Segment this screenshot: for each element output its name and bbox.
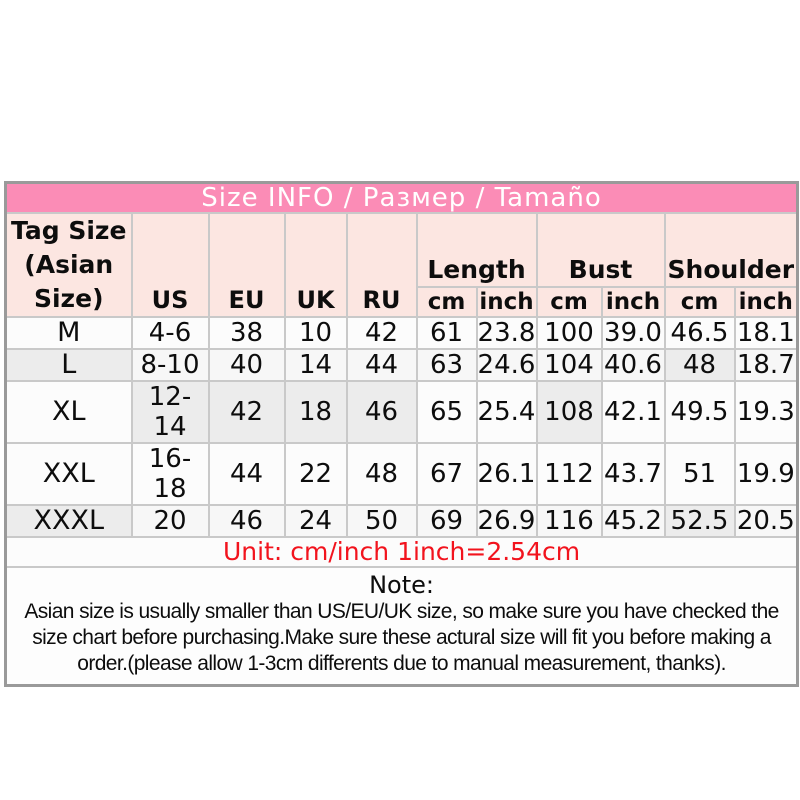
header-us: US: [132, 213, 209, 317]
note-row: [6, 567, 798, 686]
cell-bust-cm: 116: [537, 505, 602, 537]
cell-size: M: [6, 317, 132, 349]
cell-ru: 48: [347, 443, 417, 505]
note-line-3: order.(please allow 1-3cm differents due to manual measurement, thanks).: [77, 652, 726, 675]
size-row-xl: [6, 381, 798, 443]
cell-shoulder-inch: 19.3: [735, 381, 798, 443]
cell-length-inch: 26.1: [477, 443, 537, 505]
cell-ru: 50: [347, 505, 417, 537]
note-line-2: size chart before purchasing.Make sure these actural size will fit you before making a: [32, 626, 771, 649]
cell-length-inch: 23.8: [477, 318, 536, 348]
cell-us: 20: [132, 505, 209, 537]
unit-note: Unit: cm/inch 1inch=2.54cm: [6, 537, 798, 567]
note-line-1: Asian size is usually smaller than US/EU/UK size, so make sure you have checked the: [24, 600, 779, 623]
cell-length-cm: 69: [417, 505, 477, 537]
cell-bust-cm: 104: [537, 349, 602, 381]
cell-bust-inch: 45.2: [602, 505, 665, 537]
cell-shoulder-inch: 18.7: [735, 349, 798, 381]
cell-ru: 46: [347, 381, 417, 443]
size-row-xxxl: [6, 505, 798, 537]
cell-uk: 22: [285, 443, 347, 505]
header-tag-size-line2: (Asian: [24, 250, 114, 279]
cell-shoulder-inch: 18.1: [735, 317, 798, 349]
cell-uk: 14: [285, 349, 347, 381]
cell-size: XXXL: [6, 505, 132, 537]
unit-row: [6, 537, 798, 567]
header-shoulder-cm: cm: [665, 287, 735, 317]
note-heading: Note:: [369, 571, 434, 599]
header-bust: Bust: [537, 213, 665, 287]
cell-size: L: [6, 349, 132, 381]
cell-shoulder-inch: 20.5: [735, 505, 798, 537]
header-length-inch: inch: [477, 287, 537, 317]
size-row-xxl: [6, 443, 798, 505]
cell-eu: 38: [209, 317, 285, 349]
header-tag-size: [6, 213, 132, 317]
cell-size: XXL: [6, 443, 132, 505]
cell-eu: 42: [209, 381, 285, 443]
header-uk: UK: [285, 213, 347, 317]
cell-length-cm: 67: [417, 443, 477, 505]
cell-eu: 40: [209, 349, 285, 381]
cell-us: 4-6: [132, 317, 209, 349]
table-title: Size INFO / Размер / Tamaño: [6, 183, 798, 214]
cell-bust-cm: 108: [537, 381, 602, 443]
header-length-cm: cm: [417, 287, 477, 317]
cell-shoulder-cm: 49.5: [665, 381, 735, 443]
cell-length-cm: 63: [417, 349, 477, 381]
size-row-m: [6, 317, 798, 349]
cell-ru: 44: [347, 349, 417, 381]
cell-bust-inch: 43.7: [602, 443, 665, 505]
cell-size: XL: [6, 381, 132, 443]
title-bar: [6, 183, 798, 214]
cell-bust-inch: 39.0: [602, 317, 665, 349]
cell-eu: 44: [209, 443, 285, 505]
cell-us: 12-14: [132, 381, 209, 443]
cell-shoulder-cm: 46.5: [665, 317, 735, 349]
cell-length-cm: 61: [417, 317, 477, 349]
header-shoulder-inch: inch: [735, 287, 798, 317]
header-length: Length: [417, 213, 537, 287]
cell-length-inch: 26.9: [477, 506, 536, 536]
header-tag-size-line3: Size): [33, 284, 104, 313]
size-table: [4, 181, 799, 687]
cell-length-cm: 65: [417, 381, 477, 443]
cell-us: 16-18: [132, 443, 209, 505]
cell-length-inch: 25.4: [477, 381, 537, 443]
header-bust-cm: cm: [537, 287, 602, 317]
header-eu: EU: [209, 213, 285, 317]
cell-bust-inch: 42.1: [602, 381, 665, 443]
cell-uk: 10: [285, 317, 347, 349]
cell-ru: 42: [347, 317, 417, 349]
cell-shoulder-cm: 52.5: [665, 505, 735, 537]
cell-eu: 46: [209, 505, 285, 537]
header-ru: RU: [347, 213, 417, 317]
header-shoulder: Shoulder: [665, 213, 798, 287]
cell-uk: 24: [285, 505, 347, 537]
header-tag-size-line1: Tag Size: [11, 216, 127, 245]
size-chart: [4, 181, 796, 687]
cell-length-inch: 24.6: [477, 350, 536, 380]
cell-bust-cm: 112: [537, 443, 602, 505]
cell-shoulder-cm: 51: [665, 443, 735, 505]
note-cell: [6, 567, 798, 686]
cell-us: 8-10: [132, 349, 209, 381]
cell-bust-cm: 100: [537, 317, 602, 349]
cell-shoulder-cm: 48: [665, 349, 735, 381]
header-bust-inch: inch: [602, 287, 665, 317]
cell-bust-inch: 40.6: [602, 349, 665, 381]
cell-shoulder-inch: 19.9: [735, 443, 798, 505]
cell-uk: 18: [285, 381, 347, 443]
header-row-top: [6, 213, 798, 287]
size-row-l: [6, 349, 798, 381]
